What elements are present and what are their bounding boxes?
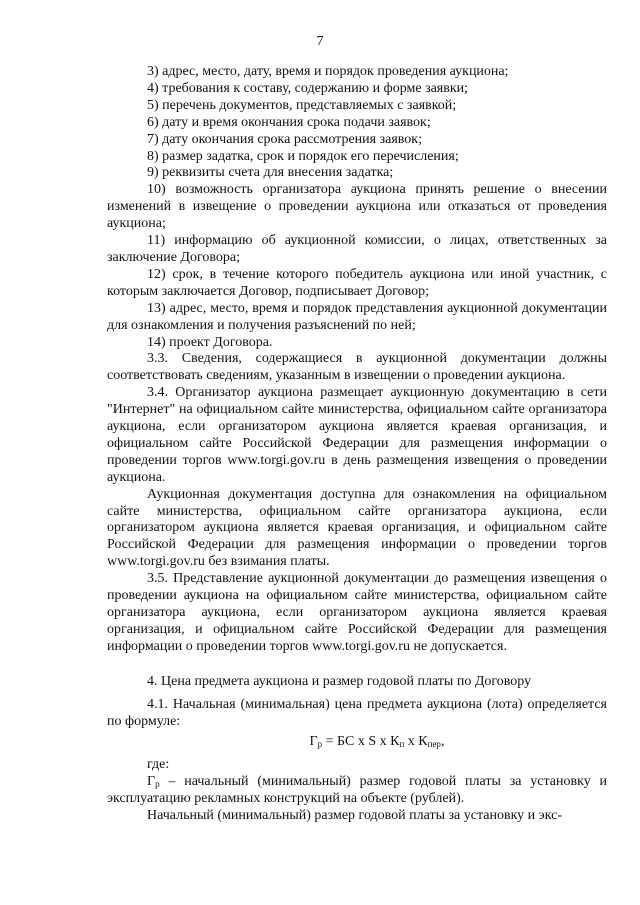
list-item: 5) перечень документов, представляемых с заявкой; xyxy=(147,97,457,113)
formula-eq: = БС x S x К xyxy=(322,734,400,750)
formula-k2-sub: пер xyxy=(427,739,441,750)
list-item: 12) срок, в течение которого победитель аукциона или иной участник, с которым заключается Договор, подписывает Договор; xyxy=(107,266,607,299)
paragraph-4-1: 4.1. Начальная (минимальная) цена предмета аукциона (лота) определяется по формуле: xyxy=(107,696,607,729)
definition-symbol-sub: р xyxy=(155,779,160,790)
formula-lhs: Г xyxy=(309,734,318,750)
paragraph-3-3: 3.3. Сведения, содержащиеся в аукционной документации должны соответствовать сведениям, указанным в извещении о проведении аукциона. xyxy=(107,351,607,384)
list-item: 6) дату и время окончания срока подачи заявок; xyxy=(147,114,431,130)
list-item: 3) адрес, место, дату, время и порядок проведения аукциона; xyxy=(147,64,509,79)
list-item: 13) адрес, место, время и порядок представления аукционной документации для ознакомления и получения разъяснений по ней; xyxy=(107,300,607,333)
paragraph-availability: Аукционная документация доступна для ознакомления на официальном сайте министерства, официальном сайте организатора аукциона, если организатором аукциона является краевая организация, и официальном сайте Российской Федерации для размещения информации о проведении торгов www.torgi.gov.ru без взимания платы. xyxy=(107,486,607,570)
list-item: 8) размер задатка, срок и порядок его перечисления; xyxy=(147,148,459,164)
document-body xyxy=(107,64,607,825)
formula-lhs-sub: р xyxy=(317,739,323,750)
list-item: 7) дату окончания срока рассмотрения заявок; xyxy=(147,131,422,147)
definition-text: – начальный (минимальный) размер годовой платы за установку и эксплуатацию рекламных конструкций на объекте (рублей). xyxy=(107,774,607,807)
section-spacer xyxy=(107,656,607,674)
list-item: 11) информацию об аукционной комиссии, о лицах, ответственных за заключение Договора; xyxy=(107,233,607,265)
paragraph-continued: Начальный (минимальный) размер годовой платы за установку и экс- xyxy=(147,808,563,824)
price-formula xyxy=(107,734,607,751)
section-heading: 4. Цена предмета аукциона и размер годовой платы по Договору xyxy=(147,673,532,689)
page-number: 7 xyxy=(316,34,324,49)
list-item: 14) проект Договора. xyxy=(147,334,273,350)
definition-symbol: Г xyxy=(147,774,156,790)
where-label: где: xyxy=(147,757,170,773)
definition-gr xyxy=(107,774,607,808)
list-item: 10) возможность организатора аукциона принять решение о внесении изменений в извещение о проведении аукциона или отказаться от проведения аукциона; xyxy=(107,182,607,232)
formula-mid: x К xyxy=(404,734,428,750)
list-item: 9) реквизиты счета для внесения задатка; xyxy=(147,165,394,181)
paragraph-3-5: 3.5. Представление аукционной документации до размещения извещения о проведении аукциона на официальном сайте министерства, официальном сайте организатора аукциона, если организатором аукциона является краевая организация, и официальном сайте Российской Федерации для размещения информации о проведении торгов www.torgi.gov.ru не допускается. xyxy=(107,571,607,654)
list-item: 4) требования к составу, содержанию и форме заявки; xyxy=(147,80,469,96)
formula-tail: , xyxy=(440,734,445,750)
formula-k1-sub: п xyxy=(399,739,405,750)
paragraph-3-4: 3.4. Организатор аукциона размещает аукционную документацию в сети "Интернет" на официальном сайте министерства, официальном сайте организатора аукциона, если организатором аукциона является краевая организация, и официальном сайте Российской Федерации для размещения информации о проведении торгов www.torgi.gov.ru в день размещения извещения о проведении аукциона. xyxy=(107,385,607,485)
